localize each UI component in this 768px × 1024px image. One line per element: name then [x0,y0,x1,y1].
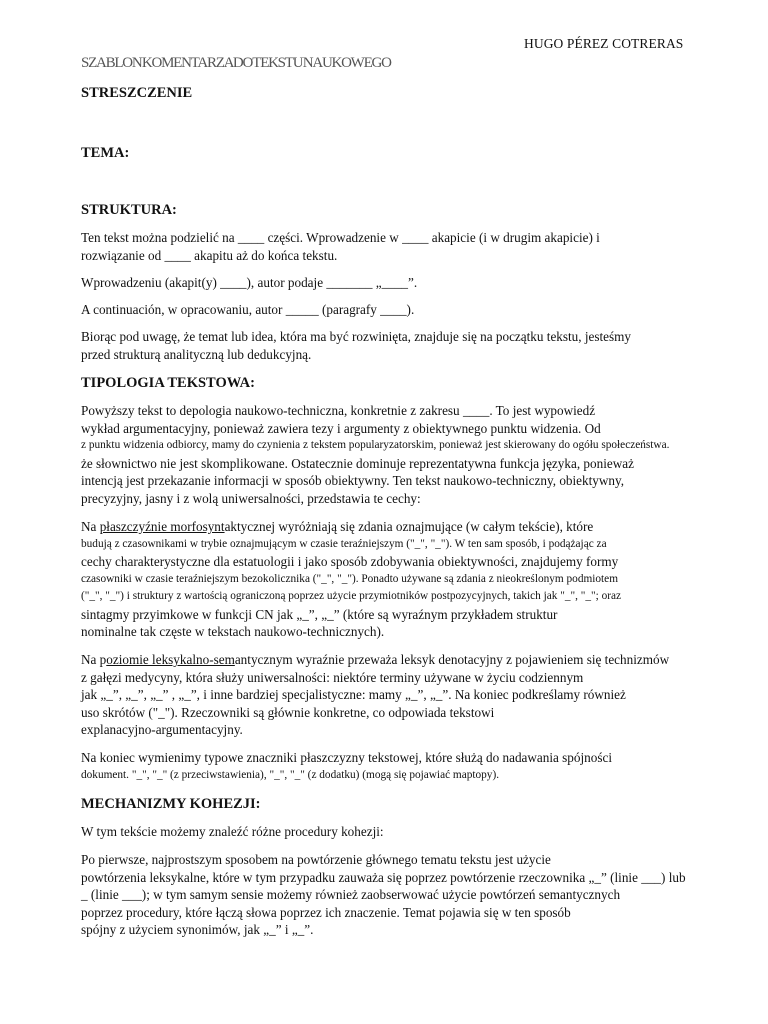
text-line: czasowniki w czasie teraźniejszym bezokolicznika ("_", "_"). Ponadto używane są zdania z nieokreślonym podmiotem [81,572,618,585]
document-title: SZABLON KOMENTARZA DO TEKSTU NAUKOWEGO [81,55,391,71]
cohesion-paragraph-2 [81,851,686,939]
text-line: cechy charakterystyczne dla estatuologii i jako sposób zdobywania obiektywności, znajdujemy formy [81,554,619,569]
text-line: spójny z użyciem synonimów, jak „_” i „_”. [81,922,314,937]
text-line: budują z czasownikami w trybie oznajmującym w czasie teraźniejszym ("_", "_"). W ten sam sposób, i podążając za [81,537,607,550]
typology-paragraph-morphosyntax [81,518,621,641]
text-run: aktycznej wyróżniają się zdania oznajmujące (w całym tekście), które [224,519,594,534]
text-line: Ten tekst można podzielić na ____ części. Wprowadzenie w ____ akapicie (i w drugim akapicie) i [81,230,600,245]
text-line: z punktu widzenia odbiorcy, mamy do czynienia z tekstem popularyzatorskim, ponieważ jest skierowany do ogółu społeczeństwa. [81,439,670,451]
text-line: przed strukturą analityczną lub dedukcyjną. [81,346,312,362]
heading-summary: STRESZCZENIE [81,85,193,101]
typology-paragraph-textual [81,749,612,784]
text-line: explanacyjno-argumentacyjny. [81,722,243,737]
text-line: nominalne tak częste w tekstach naukowo-technicznych). [81,624,385,639]
text-line [81,518,621,536]
text-line: Biorąc pod uwagę, że temat lub idea, która ma być rozwinięta, znajduje się na początku tekstu, jesteśmy [81,329,632,344]
underlined-term: oziomie leksykalno-sem [106,652,235,667]
text-line: wykład argumentacyjny, ponieważ zawiera tezy i argumenty z obiektywnego punktu widzenia. Od [81,420,601,436]
text-line: _ (linie ___); w tym samym sensie możemy również zaobserwować użycie powtórzeń semantycznych [81,887,621,902]
text-line: dokument. "_", "_" (z przeciwstawienia), "_", "_" (z dodatku) (mogą się pojawiać maptopy). [81,768,500,781]
text-line: że słownictwo nie jest skomplikowane. Ostatecznie dominuje reprezentatywna funkcja języka, ponieważ [81,455,634,471]
text-line: powtórzenia leksykalne, które w tym przypadku zauważa się poprzez powtórzenie rzeczownika „_” (linie ___) lub [81,869,686,885]
cohesion-paragraph-1 [81,823,384,841]
text-line: z gałęzi medycyny, która służy uniwersalności: niektóre terminy używane w życiu codziennym [81,669,584,685]
underlined-term: płaszczyźnie morfosynt [99,519,225,534]
text-line: sintagmy przyimkowe w funkcji CN jak „_”, „_” (które są wyraźnym przykładem struktur [81,606,558,622]
structure-paragraph-1 [81,229,600,264]
author-name: HUGO PÉREZ COTRERAS [524,36,684,51]
text-line [81,651,669,669]
text-run: Na [81,519,100,534]
typology-paragraph-1 [81,402,669,507]
structure-paragraph-3 [81,301,414,319]
text-line: jak „_”, „_”, „_” , „_”, i inne bardziej specjalistyczne: mamy „_”, „_”. Na koniec podkreślamy również [81,687,626,702]
text-run: antycznym wyraźnie przeważa leksyk denotacyjny z pojawieniem się technizmów [234,652,670,667]
heading-structure: STRUKTURA: [81,202,177,218]
heading-typology: TIPOLOGIA TEKSTOWA: [81,375,255,391]
text-line: Na koniec wymienimy typowe znaczniki płaszczyzny tekstowej, które służą do nadawania spójności [81,750,612,765]
text-line: ("_", "_") i struktury z wartością ograniczoną poprzez użycie przymiotników postpozycyjnych, takich jak "_", "_"; oraz [81,590,622,602]
text-line: Wprowadzeniu (akapit(y) ____), autor podaje _______ „____”. [81,275,418,290]
typology-paragraph-lexical [81,651,669,739]
text-run: Na p [81,652,107,667]
heading-theme: TEMA: [81,145,130,161]
text-line: A continuación, w opracowaniu, autor _____ (paragrafy ____). [81,302,415,317]
text-line: rozwiązanie od ____ akapitu aż do końca tekstu. [81,247,338,263]
text-line: W tym tekście możemy znaleźć różne procedury kohezji: [81,824,384,839]
text-line: precyzyjny, jasny i z wolą uniwersalności, przedstawia te cechy: [81,490,421,506]
text-line: Po pierwsze, najprostszym sposobem na powtórzenie głównego tematu tekstu jest użycie [81,852,551,867]
structure-paragraph-2 [81,274,417,292]
text-line: poprzez procedury, które łączą słowa poprzez ich znaczenie. Temat pojawia się w ten sposób [81,904,571,920]
structure-paragraph-4 [81,328,631,363]
text-line: intencją jest przekazanie informacji w sposób obiektywny. Ten tekst naukowo-techniczny, obiektywny, [81,473,625,488]
heading-cohesion: MECHANIZMY KOHEZJI: [81,796,261,812]
text-line: Powyższy tekst to depologia naukowo-techniczna, konkretnie z zakresu ____. To jest wypowiedź [81,403,596,418]
text-line: uso skrótów ("_"). Rzeczowniki są głównie konkretne, co odpowiada tekstowi [81,704,495,720]
